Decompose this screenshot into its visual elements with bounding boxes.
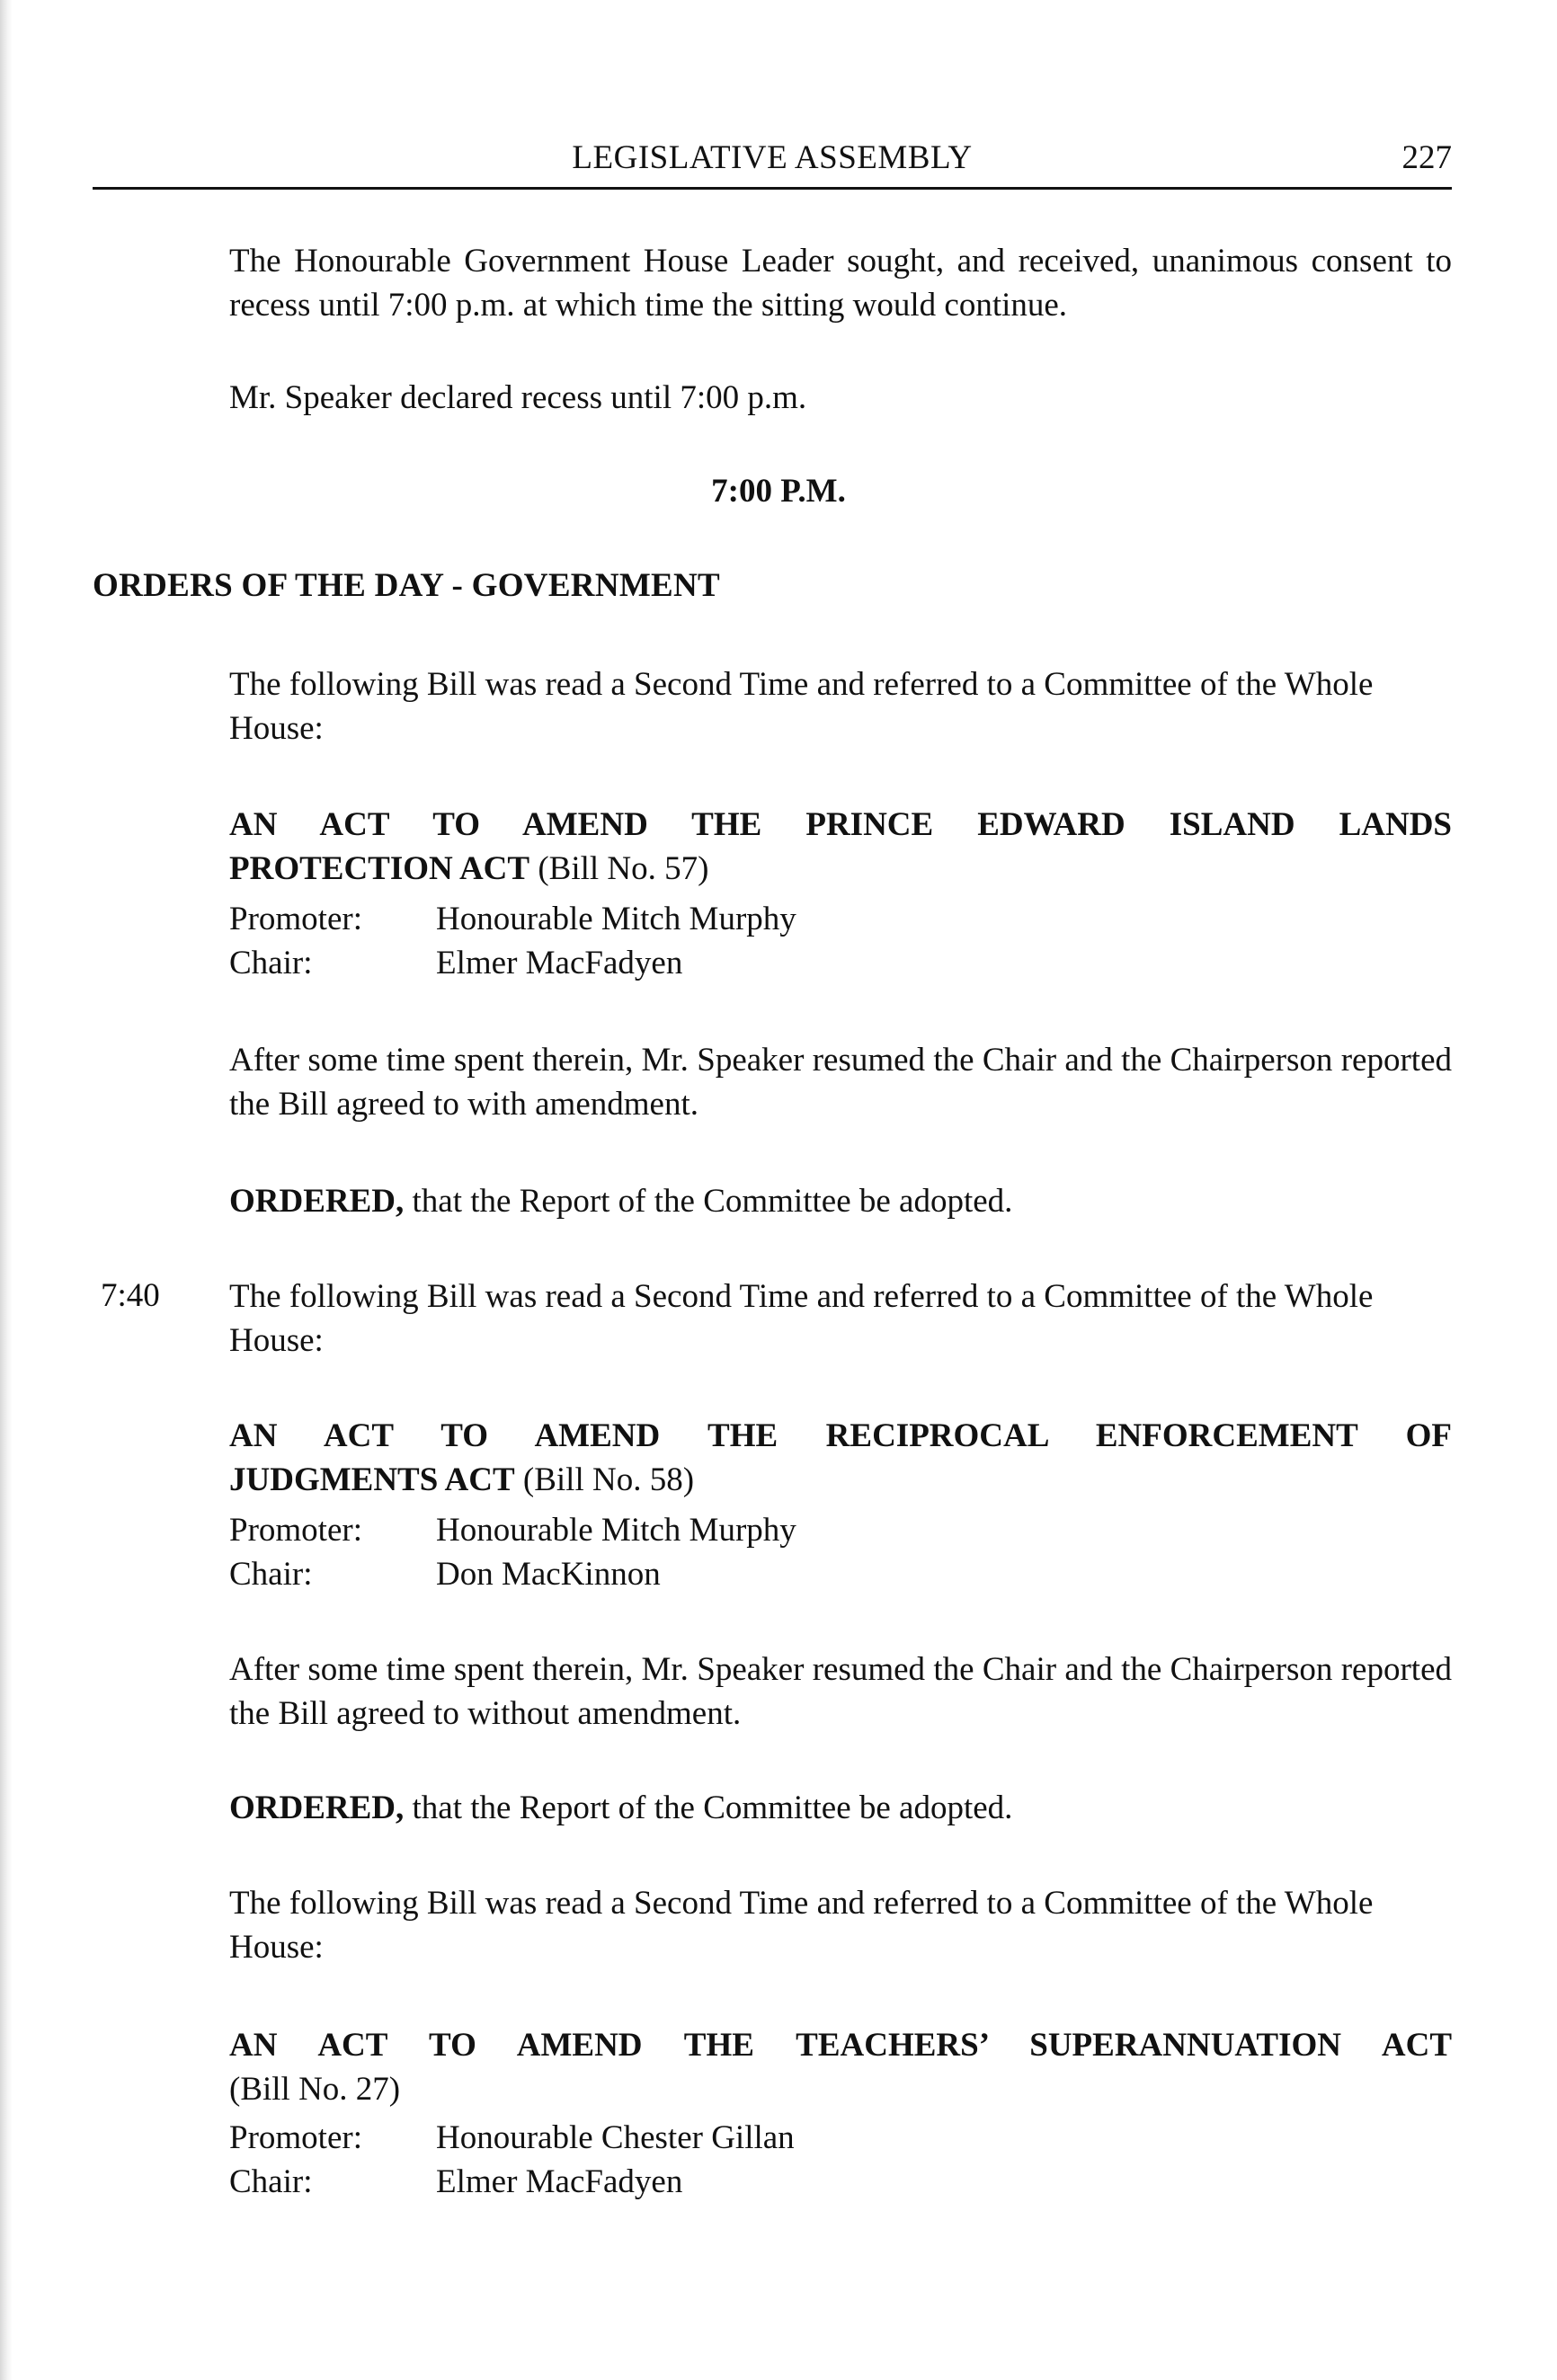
ordered-label: ORDERED, — [229, 1183, 405, 1220]
margin-time: 7:40 — [101, 1277, 160, 1314]
page-edge-shadow — [0, 0, 13, 2380]
ordered-label: ORDERED, — [229, 1789, 405, 1826]
bill-1-number: (Bill No. 57) — [538, 850, 709, 887]
promoter-label: Promoter: — [229, 2119, 362, 2156]
page-number: 227 — [1401, 139, 1452, 176]
bill-2-title-line1: AN ACT TO AMEND THE RECIPROCAL ENFORCEMENT OF — [229, 1417, 1452, 1454]
running-title: LEGISLATIVE ASSEMBLY — [572, 139, 973, 176]
bill-1-roles — [229, 897, 796, 985]
time-heading: 7:00 P.M. — [711, 473, 846, 510]
promoter-label: Promoter: — [229, 1512, 362, 1549]
bill-2-number: (Bill No. 58) — [522, 1461, 695, 1498]
section-heading: ORDERS OF THE DAY - GOVERNMENT — [93, 567, 721, 604]
chair-name: Elmer MacFadyen — [436, 2163, 683, 2200]
bill-1-report: After some time spent therein, Mr. Speaker resumed the Chair and the Chairperson reported the Bill agreed to with amendment. — [229, 1042, 1452, 1123]
bill-2-chair-row — [229, 1552, 796, 1596]
bill-1-promoter-row — [229, 897, 796, 941]
bill-1-title-line1: AN ACT TO AMEND THE PRINCE EDWARD ISLAND LANDS — [229, 806, 1452, 843]
bill-1-chair-row — [229, 941, 796, 985]
bill-3-title-line1: AN ACT TO AMEND THE TEACHERS’ SUPERANNUATION ACT — [229, 2027, 1452, 2064]
recess-declared-paragraph: Mr. Speaker declared recess until 7:00 p.m. — [229, 379, 807, 416]
bill-2-intro: The following Bill was read a Second Time and referred to a Committee of the Whole House: — [229, 1278, 1374, 1359]
recess-consent-paragraph: The Honourable Government House Leader sought, and received, unanimous consent to recess until 7:00 p.m. at which time the sitting would continue. — [229, 243, 1452, 324]
bill-2-roles — [229, 1508, 796, 1596]
promoter-name: Honourable Mitch Murphy — [436, 1512, 796, 1549]
page-header — [93, 135, 1452, 190]
bill-2-promoter-row — [229, 1508, 796, 1552]
promoter-label: Promoter: — [229, 901, 362, 937]
promoter-name: Honourable Chester Gillan — [436, 2119, 795, 2156]
ordered-text: that the Report of the Committee be adopted. — [404, 1789, 1013, 1826]
bill-3-intro: The following Bill was read a Second Time and referred to a Committee of the Whole House: — [229, 1885, 1374, 1966]
bill-3-chair-row — [229, 2160, 795, 2204]
bill-2-title — [229, 1414, 1452, 1502]
bill-2-report: After some time spent therein, Mr. Speaker resumed the Chair and the Chairperson reported the Bill agreed to without amendment. — [229, 1651, 1452, 1732]
bill-3-promoter-row — [229, 2116, 795, 2160]
chair-name: Elmer MacFadyen — [436, 945, 683, 981]
bill-1-title — [229, 803, 1452, 891]
chair-label: Chair: — [229, 2163, 313, 2200]
promoter-name: Honourable Mitch Murphy — [436, 901, 796, 937]
ordered-text: that the Report of the Committee be adopted. — [404, 1183, 1013, 1220]
bill-3-title — [229, 2023, 1452, 2111]
chair-name: Don MacKinnon — [436, 1556, 661, 1593]
chair-label: Chair: — [229, 1556, 313, 1593]
bill-3-number: (Bill No. 27) — [229, 2071, 401, 2108]
bill-3-roles — [229, 2116, 795, 2204]
bill-1-title-line2: PROTECTION ACT — [229, 850, 530, 887]
bill-2-title-line2: JUDGMENTS ACT — [229, 1461, 515, 1498]
bill-1-intro: The following Bill was read a Second Time and referred to a Committee of the Whole House: — [229, 666, 1374, 747]
bill-1-ordered — [229, 1179, 1452, 1223]
bill-2-ordered — [229, 1786, 1452, 1830]
chair-label: Chair: — [229, 945, 313, 981]
